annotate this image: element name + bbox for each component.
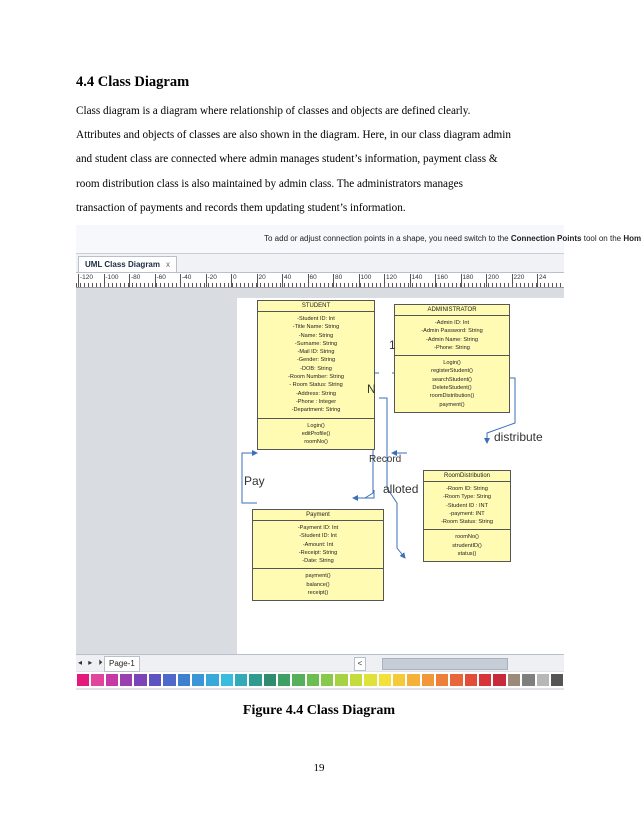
ruler-tick-label: 180 [462,274,474,281]
diagram-screenshot [76,225,641,690]
class-name: Payment [253,510,383,521]
color-palette[interactable] [76,672,564,688]
operation-list [258,419,374,450]
page-nav-arrows[interactable]: ◂ ▸ ⏵ [78,658,105,667]
attribute-item: -Student ID : INT [446,502,488,509]
palette-swatch[interactable] [551,674,563,686]
palette-swatch[interactable] [235,674,247,686]
class-name: ADMINISTRATOR [395,305,509,316]
ruler-tick-label: 80 [335,274,343,281]
operation-list [395,356,509,412]
attribute-item: -Department: String [291,407,341,414]
palette-swatch[interactable] [134,674,146,686]
ruler-tick-label: -80 [131,274,141,281]
ruler-tick-label: 140 [411,274,423,281]
attribute-item: -Name: String [298,332,334,339]
palette-swatch[interactable] [192,674,204,686]
ruler-tick-label: 120 [386,274,397,281]
palette-swatch[interactable] [522,674,534,686]
attribute-item: -Admin Password: String [421,328,483,335]
tab-page-1[interactable]: Page-1 [104,656,140,672]
operation-item: registerStudent() [431,368,473,375]
ribbon-bar [76,225,641,254]
student-class[interactable] [257,300,375,450]
operation-item: Login() [443,360,461,367]
operation-item: status() [457,551,477,558]
ribbon-hint: To add or adjust connection points in a shape, you need switch to the Connection Points tool on the Hom [264,234,641,243]
palette-swatch[interactable] [479,674,491,686]
paragraph-line: and student class are connected where admin manages student’s information, payment class & [76,153,498,166]
pay-label: Pay [244,474,265,488]
attribute-item: -Amount: Int [302,541,334,548]
distribute-label: distribute [494,430,543,444]
palette-swatch[interactable] [91,674,103,686]
attribute-item: -Payment ID: Int [297,525,339,531]
attribute-item: -Student ID: Int [297,316,335,322]
document-tab-bar [76,254,564,273]
alloted-label: alloted [383,482,419,496]
palette-swatch[interactable] [321,674,333,686]
paragraph-line: transaction of payments and records them updating student’s information. [76,201,406,214]
ruler-tick-label: -120 [80,274,94,281]
attribute-item: -Room Type: String [442,494,492,501]
operation-item: receipt() [307,590,329,597]
horizontal-scrollbar[interactable] [382,658,508,670]
ruler-tick-label: -60 [156,274,166,281]
section-paragraph [76,99,576,220]
palette-swatch[interactable] [407,674,419,686]
attribute-item: -Admin ID: Int [434,320,470,326]
class-name: RoomDistribution [424,471,510,482]
attribute-item: -Address: String [295,390,337,397]
operation-list [424,530,510,561]
palette-swatch[interactable] [249,674,261,686]
palette-swatch[interactable] [307,674,319,686]
attribute-item: -Mail ID: String [297,349,335,356]
palette-swatch[interactable] [292,674,304,686]
attribute-item: -Admin Name: String [426,336,478,343]
attribute-list [253,521,383,569]
paragraph-line: Attributes and objects of classes are also shown in the diagram. Here, in our class diagram admin [76,129,511,142]
operation-item: editProfile() [301,430,331,437]
operation-item: payment() [439,401,465,408]
drawing-page [237,298,564,654]
operation-item: strudentID() [452,542,482,549]
palette-swatch[interactable] [465,674,477,686]
ruler-tick-label: 60 [309,274,317,281]
operation-item: roomNo() [455,534,479,541]
palette-swatch[interactable] [436,674,448,686]
scroll-left-button[interactable]: < [354,657,366,671]
ruler-tick-label: 20 [258,274,266,281]
ruler-tick-label: 24 [539,274,547,281]
palette-swatch[interactable] [120,674,132,686]
palette-swatch[interactable] [278,674,290,686]
multiplicity-n-label: N [367,382,376,396]
palette-swatch[interactable] [379,674,391,686]
operation-item: balance() [306,581,330,588]
attribute-item: -Phone: String [434,344,470,351]
attribute-item: -Room Number: String [288,374,344,381]
close-icon[interactable]: x [166,260,170,269]
palette-swatch[interactable] [221,674,233,686]
palette-swatch[interactable] [163,674,175,686]
palette-swatch[interactable] [206,674,218,686]
palette-swatch[interactable] [335,674,347,686]
attribute-item: -DOB: String [300,365,332,372]
operation-item: Login() [307,422,325,429]
palette-swatch[interactable] [350,674,362,686]
ruler-tick-label: 220 [513,274,525,281]
palette-swatch[interactable] [106,674,118,686]
ruler-tick-label: 100 [360,274,372,281]
operation-item: roomDistribution() [429,393,475,400]
drawing-canvas[interactable] [76,288,564,654]
administrator-class[interactable] [394,304,510,413]
section-heading: 4.4 Class Diagram [76,74,190,90]
attribute-item: -Receipt: String [298,549,338,556]
ruler-tick-label: -100 [105,274,119,281]
palette-swatch[interactable] [77,674,89,686]
palette-swatch[interactable] [178,674,190,686]
palette-swatch[interactable] [149,674,161,686]
attribute-item: - Room Status: String [289,382,343,389]
ruler-tick-label: 0 [233,274,237,281]
figure-caption: Figure 4.4 Class Diagram [242,703,396,718]
attribute-item: -Title Name: String [292,324,340,331]
horizontal-ruler [76,273,564,288]
ruler-tick-label: 160 [437,274,448,281]
attribute-item: -Date: String [302,558,334,565]
attribute-item: -Room Status: String [441,519,493,526]
palette-swatch[interactable] [393,674,405,686]
record-label: Record [369,454,402,465]
multiplicity-one-label: 1 [389,338,396,352]
ruler-tick-label: 40 [284,274,292,281]
operation-item: DeleteStudent() [432,385,472,392]
ruler-tick-label: -40 [182,274,192,281]
ruler-tick-label: 200 [488,274,499,281]
paragraph-line: Class diagram is a diagram where relationship of classes and objects are defined clearly. [76,105,471,117]
attribute-item: -Room ID: String [446,486,488,492]
attribute-item: -payment: INT [449,510,485,517]
palette-swatch[interactable] [508,674,520,686]
palette-swatch[interactable] [364,674,376,686]
attribute-list [424,482,510,530]
room-distribution-class[interactable] [423,470,511,562]
status-bar [76,654,564,671]
palette-swatch[interactable] [537,674,549,686]
attribute-item: -Phone : Integer [295,398,337,405]
page-number: 19 [313,762,325,774]
palette-swatch[interactable] [422,674,434,686]
operation-item: searchStudent() [432,376,472,383]
payment-class[interactable] [252,509,384,601]
attribute-item: -Student ID: Int [299,533,337,540]
attribute-item: -Surname: String [294,340,338,347]
operation-item: payment() [305,573,331,580]
class-name: STUDENT [258,301,374,312]
attribute-item: -Gender: String [296,357,336,364]
palette-swatch[interactable] [493,674,505,686]
operation-item: roomNo() [304,439,328,446]
attribute-list [395,316,509,356]
operation-list [253,569,383,600]
palette-swatch[interactable] [450,674,462,686]
tab-uml-class-diagram[interactable]: UML Class Diagram x [78,256,177,272]
ruler-tick-label: -20 [207,274,217,281]
palette-swatch[interactable] [264,674,276,686]
paragraph-line: room distribution class is also maintained by admin class. The administrators manages [76,177,463,190]
attribute-list [258,312,374,419]
